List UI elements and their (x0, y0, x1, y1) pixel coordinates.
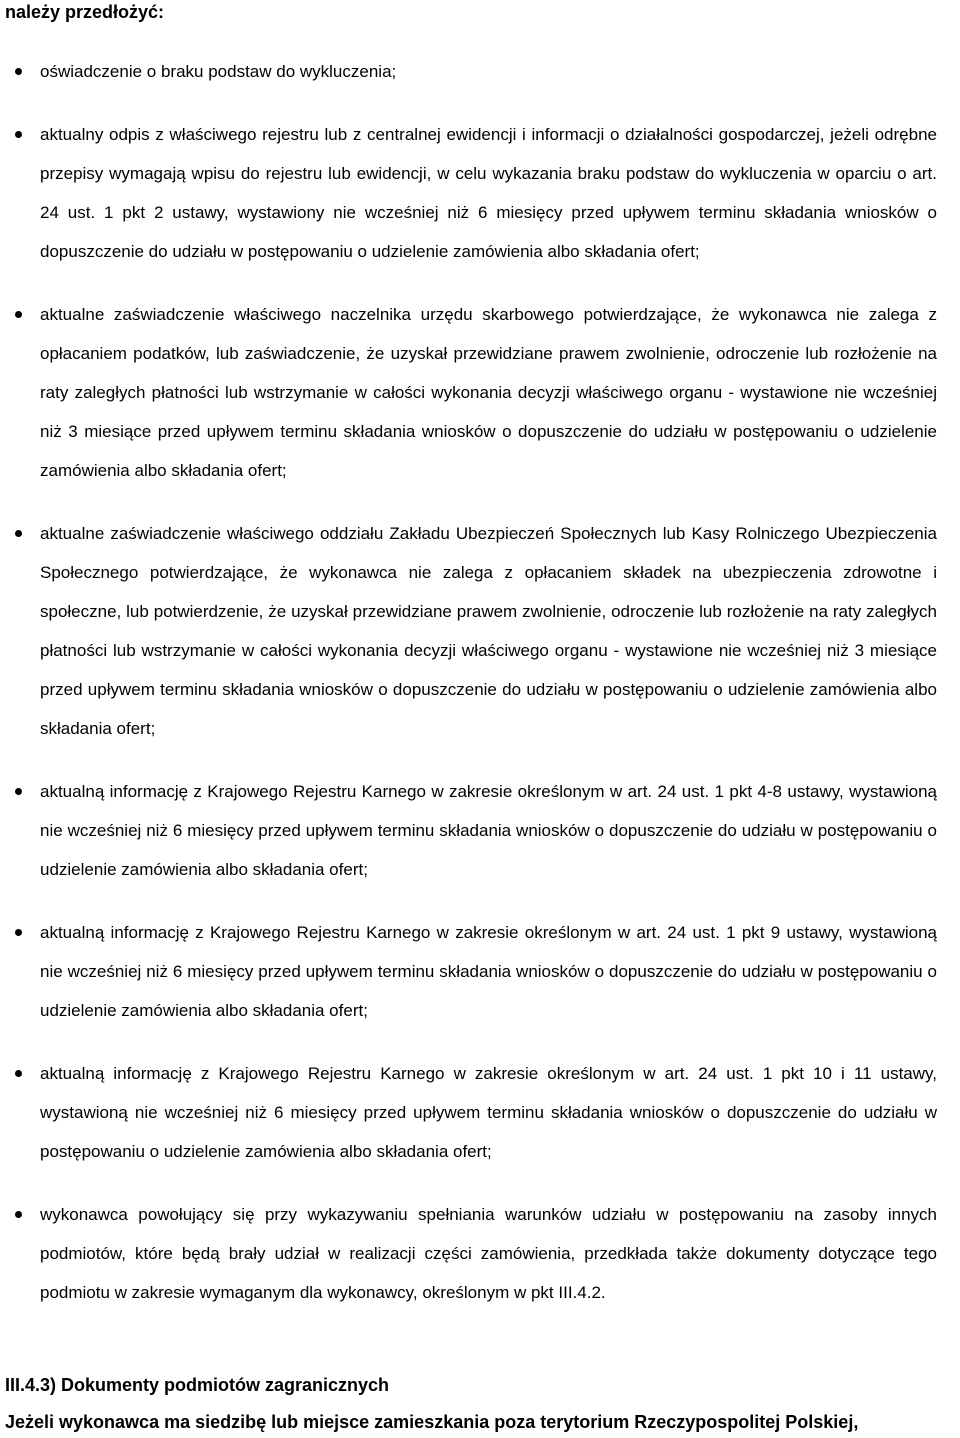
list-item-text: aktualną informację z Krajowego Rejestru Karnego w zakresie określonym w art. 24 ust. 1 pkt 9 ustawy, wystawioną nie wcześniej niż 6 miesięcy przed upływem terminu składania wniosków o dopuszczenie do udziału w postępowaniu o udzielenie zamówienia albo składania ofert; (40, 923, 937, 1020)
bullet-icon (15, 1211, 22, 1218)
list-item-text: wykonawca powołujący się przy wykazywaniu spełniania warunków udziału w postępowaniu na zasoby innych podmiotów, które będą brały udział w realizacji części zamówienia, przedkłada także dokumenty dotyczące tego podmiotu w zakresie wymaganym dla wykonawcy, określonym w pkt III.4.2. (40, 1205, 937, 1302)
list-item-text: aktualne zaświadczenie właściwego naczelnika urzędu skarbowego potwierdzające, że wykonawca nie zalega z opłacaniem podatków, lub zaświadczenie, że uzyskał przewidziane prawem zwolnienie, odroczenie lub rozłożenie na raty zaległych płatności lub wstrzymanie w całości wykonania decyzji właściwego organu - wystawione nie wcześniej niż 3 miesiące przed upływem terminu składania wniosków o dopuszczenie do udziału w postępowaniu o udzielenie zamówienia albo składania ofert; (40, 305, 937, 480)
list-item (0, 1195, 937, 1312)
list-item-text: aktualną informację z Krajowego Rejestru Karnego w zakresie określonym w art. 24 ust. 1 pkt 4-8 ustawy, wystawioną nie wcześniej niż 6 miesięcy przed upływem terminu składania wniosków o dopuszczenie do udziału w postępowaniu o udzielenie zamówienia albo składania ofert; (40, 782, 937, 879)
list-item-text: oświadczenie o braku podstaw do wykluczenia; (40, 62, 397, 81)
bullet-icon (15, 131, 22, 138)
list-item-text: aktualne zaświadczenie właściwego oddziału Zakładu Ubezpieczeń Społecznych lub Kasy Rolniczego Ubezpieczenia Społecznego potwierdzające, że wykonawca nie zalega z opłacaniem składek na ubezpieczenia zdrowotne i społeczne, lub potwierdzenie, że uzyskał przewidziane prawem zwolnienie, odroczenie lub rozłożenie na raty zaległych płatności lub wstrzymanie w całości wykonania decyzji właściwego organu - wystawione nie wcześniej niż 3 miesiące przed upływem terminu składania wniosków o dopuszczenie do udziału w postępowaniu o udzielenie zamówienia albo składania ofert; (40, 524, 937, 738)
bullet-icon (15, 1070, 22, 1077)
list-item-text: aktualną informację z Krajowego Rejestru Karnego w zakresie określonym w art. 24 ust. 1 pkt 10 i 11 ustawy, wystawioną nie wcześniej niż 6 miesięcy przed upływem terminu składania wniosków o dopuszczenie do udziału w postępowaniu o udzielenie zamówienia albo składania ofert; (40, 1064, 937, 1161)
list-item (0, 52, 937, 91)
section-text: Jeżeli wykonawca ma siedzibę lub miejsce zamieszkania poza terytorium Rzeczypospolitej Polskiej, (5, 1412, 859, 1432)
document-list (0, 52, 960, 1336)
list-item (0, 514, 937, 748)
list-item (0, 115, 937, 271)
bullet-icon (15, 311, 22, 318)
bullet-icon (15, 68, 22, 75)
bullet-icon (15, 530, 22, 537)
section-heading: III.4.3) Dokumenty podmiotów zagranicznych (5, 1375, 390, 1395)
bullet-icon (15, 929, 22, 936)
list-item (0, 1054, 937, 1171)
list-item-text: aktualny odpis z właściwego rejestru lub z centralnej ewidencji i informacji o działalności gospodarczej, jeżeli odrębne przepisy wymagają wpisu do rejestru lub ewidencji, w celu wykazania braku podstaw do wykluczenia w oparciu o art. 24 ust. 1 pkt 2 ustawy, wystawiony nie wcześniej niż 6 miesięcy przed upływem terminu składania wniosków o dopuszczenie do udziału w postępowaniu o udzielenie zamówienia albo składania ofert; (40, 125, 937, 261)
list-item (0, 772, 937, 889)
bullet-icon (15, 788, 22, 795)
list-item (0, 913, 937, 1030)
document-heading: należy przedłożyć: (5, 2, 165, 22)
list-item (0, 295, 937, 490)
